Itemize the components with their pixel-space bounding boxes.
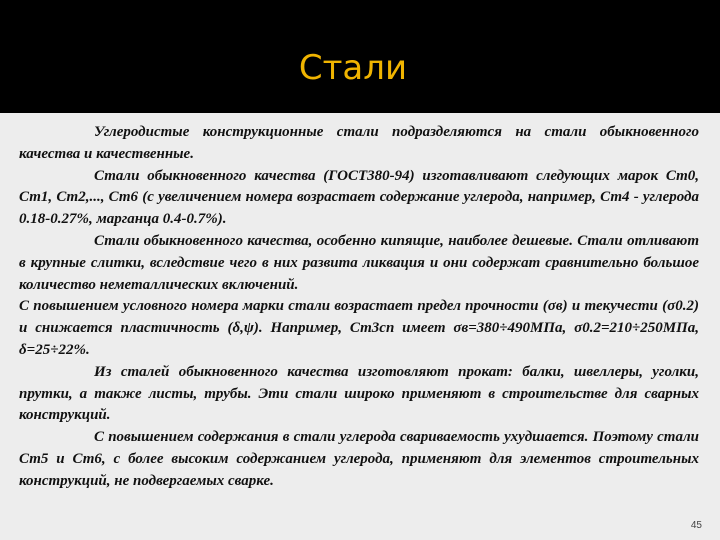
paragraph-ordinary-quality: Стали обыкновенного качества (ГОСТ380-94) изготавливают следующих марок Ст0, Ст1, Ст2,..., Ст6 (с увеличением номера возрастает содержание углерода, например, Ст4 - углерода 0.18-0.27%, марганца 0.4-0.7%). (19, 167, 699, 228)
paragraph-weldability: С повышением содержания в стали углерода свариваемость ухудшается. Поэтому стали Ст5 и Ст6, с более высоким содержанием углерода, применяют для элементов строительных конструкций, не подвергаемых сварке. (19, 429, 699, 489)
paragraph-cheapest: Стали обыкновенного качества, особенно кипящие, наиболее дешевые. Стали отливают в крупные слитки, вследствие чего в них развита ликвация и они содержат сравнительно большое количество неметаллических включений. (19, 232, 699, 293)
paragraph-rolled-products: Из сталей обыкновенного качества изготовляют прокат: балки, швеллеры, уголки, прутки, а также листы, трубы. Эти стали широко применяют в строительстве для сварных конструкций. (19, 363, 699, 424)
slide-body (19, 122, 699, 493)
slide-number: 45 (690, 520, 702, 531)
paragraph-strength: С повышением условного номера марки стали возрастает предел прочности (σв) и текучести (σ0.2) и снижается пластичность (δ,ψ). Например, Ст3сп имеет σв=380÷490МПа, σ0.2=210÷250МПа, δ=25÷22%. (19, 298, 699, 358)
slide-title: Стали (298, 48, 408, 88)
paragraph-carbon-steels: Углеродистые конструкционные стали подразделяются на стали обыкновенного качества и качественные. (19, 124, 699, 162)
